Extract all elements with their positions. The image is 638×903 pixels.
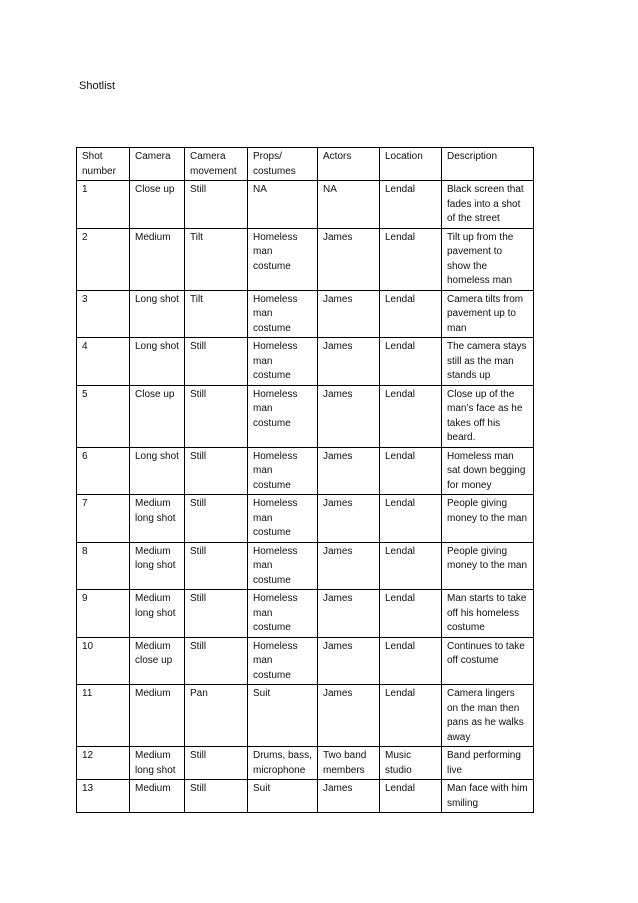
cell-actors: James bbox=[318, 338, 380, 386]
cell-shot-number: 6 bbox=[77, 447, 130, 495]
cell-description: People giving money to the man bbox=[442, 542, 534, 590]
cell-actors: James bbox=[318, 542, 380, 590]
cell-actors: James bbox=[318, 228, 380, 290]
cell-location: Lendal bbox=[380, 385, 442, 447]
cell-props-costumes: Homeless man costume bbox=[248, 338, 318, 386]
cell-camera: Medium long shot bbox=[130, 495, 185, 543]
cell-location: Lendal bbox=[380, 181, 442, 229]
cell-shot-number: 11 bbox=[77, 685, 130, 747]
cell-props-costumes: Homeless man costume bbox=[248, 447, 318, 495]
table-row bbox=[77, 542, 534, 590]
cell-shot-number: 12 bbox=[77, 747, 130, 780]
cell-props-costumes: Homeless man costume bbox=[248, 228, 318, 290]
cell-description: Man starts to take off his homeless costume bbox=[442, 590, 534, 638]
cell-shot-number: 5 bbox=[77, 385, 130, 447]
table-row bbox=[77, 590, 534, 638]
cell-actors: James bbox=[318, 447, 380, 495]
cell-shot-number: 2 bbox=[77, 228, 130, 290]
cell-location: Music studio bbox=[380, 747, 442, 780]
cell-camera: Medium bbox=[130, 780, 185, 813]
cell-location: Lendal bbox=[380, 447, 442, 495]
cell-camera-movement: Still bbox=[185, 747, 248, 780]
cell-actors: James bbox=[318, 685, 380, 747]
cell-camera-movement: Still bbox=[185, 780, 248, 813]
cell-location: Lendal bbox=[380, 495, 442, 543]
header-description: Description bbox=[442, 148, 534, 181]
cell-shot-number: 13 bbox=[77, 780, 130, 813]
cell-props-costumes: Suit bbox=[248, 685, 318, 747]
cell-description: People giving money to the man bbox=[442, 495, 534, 543]
cell-shot-number: 4 bbox=[77, 338, 130, 386]
cell-camera-movement: Still bbox=[185, 338, 248, 386]
cell-camera: Long shot bbox=[130, 338, 185, 386]
cell-camera-movement: Still bbox=[185, 447, 248, 495]
cell-camera: Long shot bbox=[130, 447, 185, 495]
cell-actors: James bbox=[318, 290, 380, 338]
cell-props-costumes: Homeless man costume bbox=[248, 590, 318, 638]
cell-location: Lendal bbox=[380, 290, 442, 338]
table-row bbox=[77, 181, 534, 229]
cell-description: Camera tilts from pavement up to man bbox=[442, 290, 534, 338]
cell-props-costumes: NA bbox=[248, 181, 318, 229]
cell-camera-movement: Still bbox=[185, 181, 248, 229]
cell-location: Lendal bbox=[380, 637, 442, 685]
header-props-costumes: Props/ costumes bbox=[248, 148, 318, 181]
shot-list-body bbox=[77, 148, 534, 813]
cell-camera: Long shot bbox=[130, 290, 185, 338]
cell-shot-number: 10 bbox=[77, 637, 130, 685]
table-row bbox=[77, 385, 534, 447]
cell-props-costumes: Homeless man costume bbox=[248, 385, 318, 447]
shot-list-table bbox=[76, 147, 534, 813]
cell-props-costumes: Homeless man costume bbox=[248, 495, 318, 543]
cell-camera-movement: Still bbox=[185, 542, 248, 590]
table-row bbox=[77, 338, 534, 386]
cell-actors: James bbox=[318, 590, 380, 638]
cell-camera-movement: Still bbox=[185, 637, 248, 685]
cell-shot-number: 9 bbox=[77, 590, 130, 638]
header-shot-number: Shot number bbox=[77, 148, 130, 181]
cell-description: Continues to take off costume bbox=[442, 637, 534, 685]
cell-description: Tilt up from the pavement to show the homeless man bbox=[442, 228, 534, 290]
cell-actors: James bbox=[318, 780, 380, 813]
table-header-row bbox=[77, 148, 534, 181]
cell-camera: Close up bbox=[130, 385, 185, 447]
cell-shot-number: 7 bbox=[77, 495, 130, 543]
cell-shot-number: 8 bbox=[77, 542, 130, 590]
cell-camera: Medium long shot bbox=[130, 542, 185, 590]
cell-description: Homeless man sat down begging for money bbox=[442, 447, 534, 495]
cell-camera-movement: Tilt bbox=[185, 228, 248, 290]
cell-props-costumes: Homeless man costume bbox=[248, 290, 318, 338]
table-row bbox=[77, 685, 534, 747]
cell-props-costumes: Drums, bass, microphone bbox=[248, 747, 318, 780]
cell-description: Man face with him smiling bbox=[442, 780, 534, 813]
cell-props-costumes: Suit bbox=[248, 780, 318, 813]
cell-camera-movement: Still bbox=[185, 495, 248, 543]
cell-camera-movement: Still bbox=[185, 590, 248, 638]
cell-shot-number: 3 bbox=[77, 290, 130, 338]
cell-camera-movement: Still bbox=[185, 385, 248, 447]
cell-actors: Two band members bbox=[318, 747, 380, 780]
cell-description: The camera stays still as the man stands up bbox=[442, 338, 534, 386]
table-row bbox=[77, 228, 534, 290]
cell-description: Band performing live bbox=[442, 747, 534, 780]
cell-shot-number: 1 bbox=[77, 181, 130, 229]
table-row bbox=[77, 780, 534, 813]
cell-location: Lendal bbox=[380, 590, 442, 638]
header-location: Location bbox=[380, 148, 442, 181]
cell-description: Camera lingers on the man then pans as he walks away bbox=[442, 685, 534, 747]
cell-actors: NA bbox=[318, 181, 380, 229]
cell-camera: Medium close up bbox=[130, 637, 185, 685]
header-actors: Actors bbox=[318, 148, 380, 181]
table-row bbox=[77, 637, 534, 685]
cell-props-costumes: Homeless man costume bbox=[248, 637, 318, 685]
cell-camera: Medium long shot bbox=[130, 747, 185, 780]
cell-camera: Medium bbox=[130, 228, 185, 290]
cell-camera: Close up bbox=[130, 181, 185, 229]
cell-location: Lendal bbox=[380, 780, 442, 813]
cell-camera: Medium bbox=[130, 685, 185, 747]
cell-description: Close up of the man’s face as he takes off his beard. bbox=[442, 385, 534, 447]
cell-location: Lendal bbox=[380, 338, 442, 386]
cell-location: Lendal bbox=[380, 685, 442, 747]
cell-actors: James bbox=[318, 495, 380, 543]
table-row bbox=[77, 290, 534, 338]
table-row bbox=[77, 747, 534, 780]
header-camera: Camera bbox=[130, 148, 185, 181]
document-title: Shotlist bbox=[79, 80, 116, 92]
cell-location: Lendal bbox=[380, 542, 442, 590]
table-row bbox=[77, 495, 534, 543]
header-camera-movement: Camera movement bbox=[185, 148, 248, 181]
cell-camera-movement: Pan bbox=[185, 685, 248, 747]
cell-camera: Medium long shot bbox=[130, 590, 185, 638]
cell-location: Lendal bbox=[380, 228, 442, 290]
cell-camera-movement: Tilt bbox=[185, 290, 248, 338]
cell-actors: James bbox=[318, 385, 380, 447]
table-row bbox=[77, 447, 534, 495]
cell-actors: James bbox=[318, 637, 380, 685]
cell-description: Black screen that fades into a shot of the street bbox=[442, 181, 534, 229]
cell-props-costumes: Homeless man costume bbox=[248, 542, 318, 590]
